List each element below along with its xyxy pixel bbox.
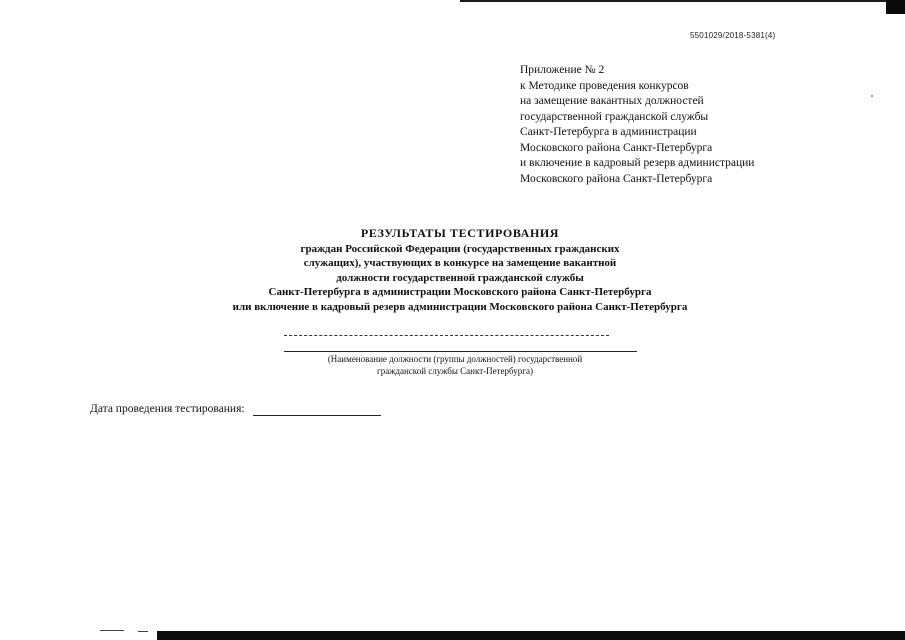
appendix-line: на замещение вакантных должностей bbox=[520, 95, 704, 107]
appendix-line: Приложение № 2 bbox=[520, 64, 605, 76]
scan-edge-top bbox=[460, 0, 905, 2]
title-line: служащих), участвующих в конкурсе на замещение вакантной bbox=[303, 257, 617, 269]
scan-edge-bottom bbox=[157, 631, 905, 640]
appendix-line: Московского района Санкт-Петербурга bbox=[520, 172, 713, 185]
title-line: граждан Российской Федерации (государственных гражданских bbox=[300, 242, 620, 255]
appendix-line: и включение в кадровый резерв администрации bbox=[520, 157, 755, 169]
test-date-blank-line bbox=[253, 415, 381, 416]
position-blank-line bbox=[284, 335, 609, 336]
caption-line: (Наименование должности (группы должностей) государственной bbox=[327, 354, 583, 364]
scan-artifact-dash bbox=[100, 630, 124, 631]
position-caption bbox=[300, 353, 610, 377]
title-line: или включение в кадровый резерв администрации Московского района Санкт-Петербурга bbox=[232, 300, 688, 313]
document-number: 5501029/2018-5381(4) bbox=[690, 31, 776, 40]
appendix-line: к Методике проведения конкурсов bbox=[520, 79, 689, 92]
scan-artifact-dot bbox=[871, 95, 873, 97]
appendix-header bbox=[520, 63, 754, 187]
appendix-line: государственной гражданской службы bbox=[520, 110, 709, 123]
test-date-label: Дата проведения тестирования: bbox=[90, 403, 245, 415]
document-title bbox=[160, 226, 760, 314]
caption-line: гражданской службы Санкт-Петербурга) bbox=[377, 366, 533, 376]
main-title: РЕЗУЛЬТАТЫ ТЕСТИРОВАНИЯ bbox=[360, 226, 560, 240]
scan-artifact-dash-2 bbox=[138, 631, 148, 632]
title-line: Санкт-Петербурга в администрации Московского района Санкт-Петербурга bbox=[268, 286, 652, 298]
position-blank-line-2 bbox=[284, 351, 637, 352]
appendix-line: Московского района Санкт-Петербурга bbox=[520, 141, 713, 154]
scan-corner-mark bbox=[886, 0, 905, 14]
appendix-line: Санкт-Петербурга в администрации bbox=[520, 126, 697, 138]
title-line: должности государственной гражданской службы bbox=[336, 271, 584, 284]
